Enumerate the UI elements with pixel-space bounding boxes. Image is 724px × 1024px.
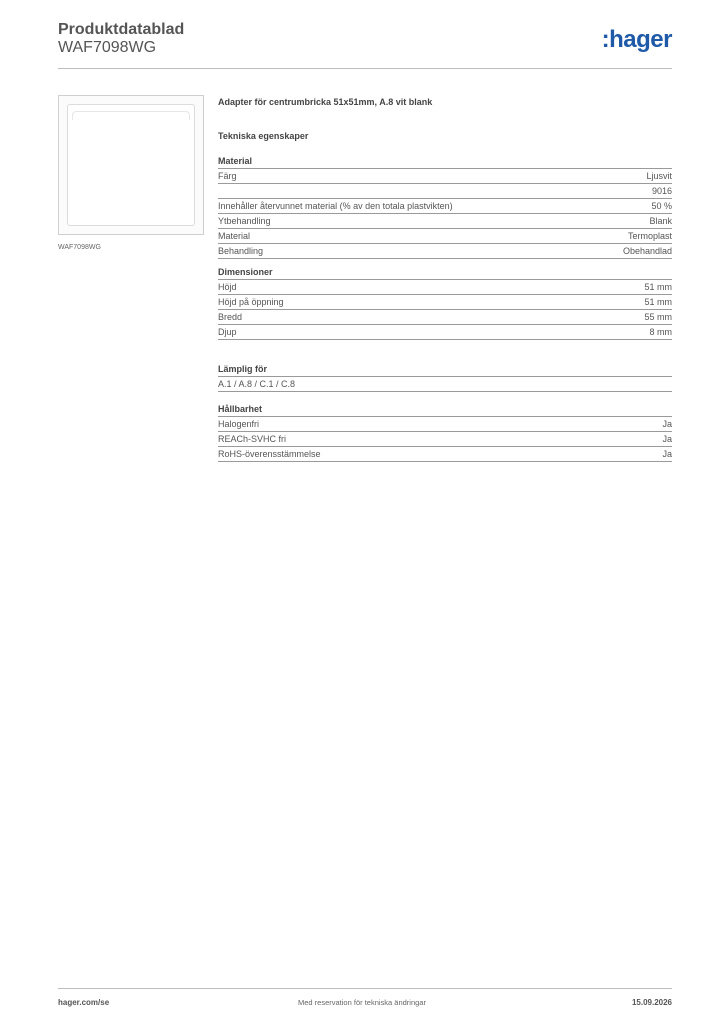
spec-value: 8 mm: [649, 327, 672, 337]
spec-row: [218, 377, 672, 392]
section-material: [218, 155, 672, 259]
adapter-frame-icon: [67, 104, 195, 226]
spec-label: Halogenfri: [218, 419, 260, 429]
spec-label: Behandling: [218, 246, 264, 256]
spec-label: Höjd på öppning: [218, 297, 284, 307]
spec-table: [218, 416, 672, 462]
spec-row: [218, 229, 672, 244]
spec-row: [218, 310, 672, 325]
spec-value: Ja: [662, 419, 672, 429]
spec-value: 50 %: [651, 201, 672, 211]
header-divider: [58, 68, 672, 69]
spec-row: [218, 280, 672, 295]
product-image-caption: WAF7098WG: [58, 244, 101, 251]
product-image: [58, 95, 204, 235]
spec-label: Material: [218, 231, 251, 241]
spec-row: [218, 295, 672, 310]
spec-table: [218, 279, 672, 340]
spec-value: 51 mm: [644, 282, 672, 292]
spec-row: [218, 325, 672, 340]
spec-label: Bredd: [218, 312, 243, 322]
spec-label: Höjd: [218, 282, 237, 292]
spec-value: Obehandlad: [622, 246, 672, 256]
tech-heading: Tekniska egenskaper: [218, 131, 309, 141]
spec-table: [218, 168, 672, 259]
section-title: Hållbarhet: [218, 404, 263, 414]
spec-value: 9016: [651, 186, 672, 196]
spec-label: Färg: [218, 171, 237, 181]
spec-value: 55 mm: [644, 312, 672, 322]
spec-label: A.1 / A.8 / C.1 / C.8: [218, 379, 296, 389]
spec-label: Innehåller återvunnet material (% av den totala plastvikten): [218, 201, 453, 211]
spec-row: [218, 417, 672, 432]
spec-label: REACh-SVHC fri: [218, 434, 287, 444]
footer-notice: Med reservation för tekniska ändringar: [298, 998, 426, 1007]
section-suitable: [218, 363, 672, 392]
spec-value: Termoplast: [627, 231, 672, 241]
spec-table: [218, 376, 672, 392]
spec-value: Ja: [662, 434, 672, 444]
spec-value: Ja: [662, 449, 672, 459]
spec-value: Blank: [649, 216, 672, 226]
product-code: WAF7098WG: [58, 39, 157, 56]
section-dimensions: [218, 266, 672, 340]
section-title: Material: [218, 156, 253, 166]
section-title: Lämplig för: [218, 364, 267, 374]
spec-row: [218, 214, 672, 229]
spec-row: [218, 184, 672, 199]
footer-website-link[interactable]: hager.com/se: [58, 998, 110, 1007]
product-description: Adapter för centrumbricka 51x51mm, A.8 vit blank: [218, 97, 433, 107]
spec-row: [218, 447, 672, 462]
hager-logo: :hager: [601, 26, 672, 53]
spec-row: [218, 432, 672, 447]
footer-date: 15.09.2026: [631, 998, 672, 1007]
spec-label: Djup: [218, 327, 237, 337]
spec-value: Ljusvit: [646, 171, 672, 181]
footer-divider: [58, 988, 672, 989]
document-title: Produktdatablad: [58, 21, 185, 38]
section-title: Dimensioner: [218, 267, 273, 277]
spec-label: RoHS-överensstämmelse: [218, 449, 321, 459]
spec-value: 51 mm: [644, 297, 672, 307]
spec-row: [218, 199, 672, 214]
section-sustainability: [218, 403, 672, 462]
spec-row: [218, 244, 672, 259]
spec-row: [218, 169, 672, 184]
spec-label: Ytbehandling: [218, 216, 271, 226]
